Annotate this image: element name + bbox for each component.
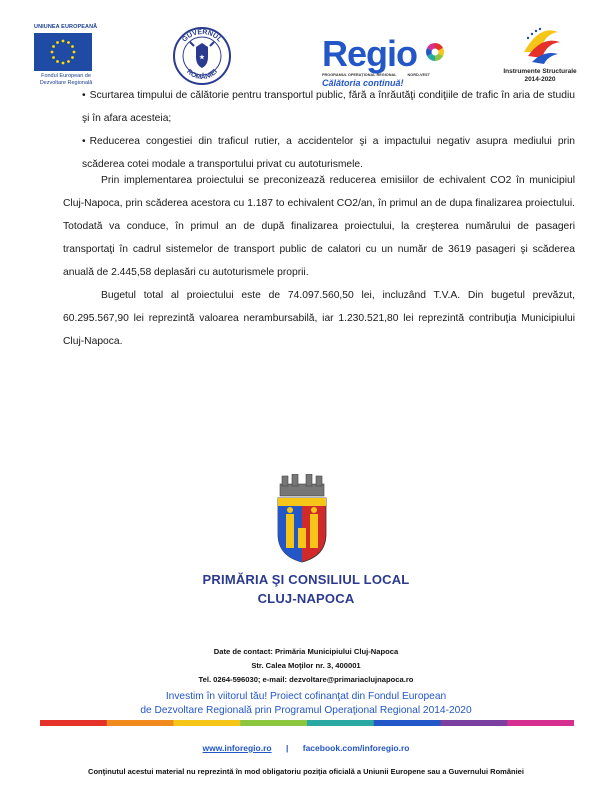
city-hall-title-line1: PRIMĂRIA ŞI CONSILIUL LOCAL	[202, 572, 410, 587]
footer-links	[150, 743, 462, 753]
disclaimer-text: Conţinutul acestui material nu reprezintă în mod obligatoriu poziţia oficială a Uniunii Europene sau a Guvernului României	[88, 767, 524, 776]
contact-line: Date de contact: Primăria Municipiului Cluj-Napoca	[213, 647, 399, 656]
eu-flag-icon	[34, 33, 92, 71]
svg-text:GUVERNUL: GUVERNUL	[181, 28, 223, 44]
instrumente-structurale-emblem-icon	[518, 22, 562, 66]
cofinancing-statement: Investim în viitorul tău! Proiect cofinanţat din Fondul European de Dezvoltare Regională prin Programul Operaţional Regional 2014-2020	[140, 691, 472, 716]
bullet-symbol: •	[82, 90, 86, 101]
regio-slogan: Călătoria continuă!	[322, 78, 404, 88]
rainbow-segment	[240, 720, 307, 726]
contact-line: Tel. 0264-596030; e-mail: dezvoltare@primariaclujnapoca.ro	[198, 675, 414, 684]
city-hall-title	[150, 570, 462, 608]
city-hall-title-line2: CLUJ-NAPOCA	[257, 591, 355, 606]
rainbow-segment	[107, 720, 174, 726]
instrumente-structurale-logo	[500, 22, 580, 92]
bullet-symbol: •	[82, 136, 86, 147]
inforegio-website-link[interactable]: www.inforegio.ro	[202, 743, 272, 753]
paragraph-emissions: Prin implementarea proiectului se preconizează reducerea emisiilor de echivalent CO2 în municipiul Cluj-Napoca, prin scăderea acestora cu 1.187 to echivalent CO2/an, în primul an de dupa finalizarea proiectului. Totodată va conduce, în primul an de după finalizarea proiectului, la creşterea numărului de pasageri transportaţi în cadrul sistemelor de transport public de calatori cu un număr de 3619 pasageri şi scăderea anuală de 2.445,58 deplasări cu autoturismele proprii.	[63, 175, 575, 278]
svg-text:ROMÂNIEI: ROMÂNIEI	[185, 68, 219, 82]
eu-logo-label: UNIUNEA EUROPEANĂ	[34, 24, 98, 30]
cluj-napoca-coat-of-arms-icon	[272, 474, 332, 564]
rainbow-divider	[40, 720, 574, 726]
bullet-text: Scurtarea timpului de călătorie pentru transportul public, fără a înrăutăţi condiţiile de trafic în aria de studiu şi în afara acesteia;	[82, 90, 575, 124]
rainbow-segment	[507, 720, 574, 726]
bullet-item	[82, 84, 575, 130]
regio-color-wheel-icon	[426, 43, 444, 61]
rainbow-segment	[174, 720, 241, 726]
contact-block	[150, 645, 462, 687]
instrumente-structurale-caption: Instrumente Structurale 2014-2020	[503, 68, 577, 83]
eu-logo-caption: Fondul European de Dezvoltare Regională	[39, 73, 93, 86]
rainbow-segment	[441, 720, 508, 726]
regio-program-text: PROGRAMUL OPERAȚIONAL REGIONAL NORD-VEST	[322, 73, 430, 77]
facebook-link[interactable]: facebook.com/inforegio.ro	[302, 743, 410, 753]
regio-wordmark: Regio	[322, 33, 418, 74]
rainbow-segment	[307, 720, 374, 726]
paragraph-budget: Bugetul total al proiectului este de 74.097.560,50 lei, incluzând T.V.A. Din bugetul prevăzut, 60.295.567,90 lei reprezintă valoarea nerambursabilă, iar 1.230.521,80 lei reprezintă contribuţia Municipiului Cluj-Napoca.	[63, 290, 575, 347]
government-seal-icon	[172, 26, 232, 86]
rainbow-segment	[374, 720, 441, 726]
bullet-text: Reducerea congestiei din traficul rutier, a accidentelor şi a impactului negativ asupra mediului prin scăderea cotei modale a transportului privat cu autoturismele.	[82, 136, 575, 170]
link-separator: |	[285, 743, 289, 753]
rainbow-segment	[40, 720, 107, 726]
contact-line: Str. Calea Moţilor nr. 3, 400001	[251, 661, 361, 670]
eu-logo	[34, 24, 98, 86]
svg-text:★: ★	[199, 55, 205, 61]
